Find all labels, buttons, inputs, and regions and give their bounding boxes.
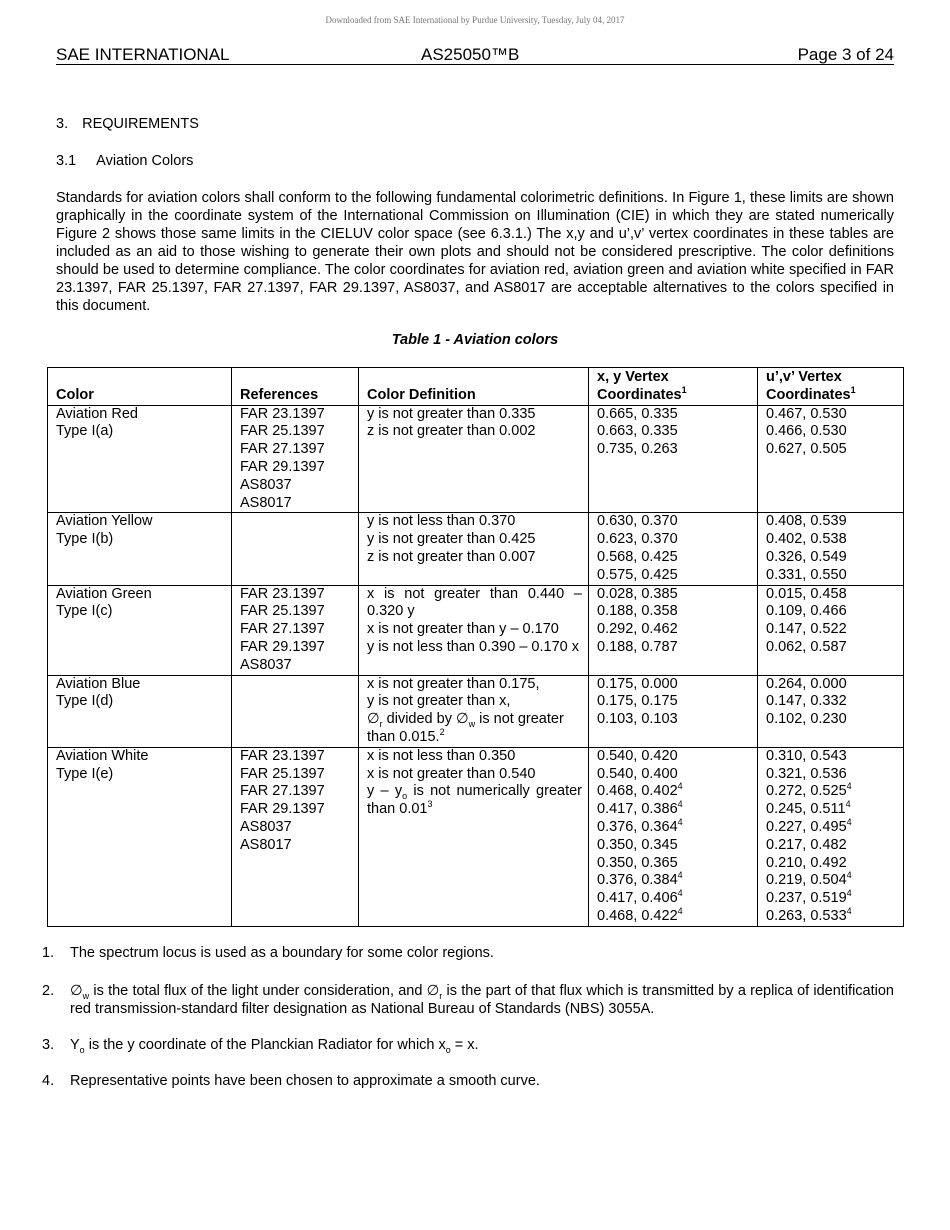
cell-definition: x is not less than 0.350 x is not greater than 0.540 y – $y_o$ is not numerically greater than 0.01$^3$ [359, 747, 589, 926]
uv-coordinate: 0.227, 0.495$^4$ [766, 817, 852, 835]
footnote-2: 2. $\emptyset_w$ is the total flux of the light under consideration, and $\emptyset_r$ is the part of that flux which is transmitted by a replica of identification red transmission-standard filter designation as National Bureau of Standards (NBS) 3055A. [42, 983, 894, 1017]
cell-color: Aviation White Type I(e) [48, 747, 232, 926]
uv-coordinate: 0.219, 0.504$^4$ [766, 870, 852, 889]
section-number: 3. [56, 116, 69, 132]
cell-definition: y is not greater than 0.335 z is not greater than 0.002 [359, 405, 589, 513]
download-watermark: Downloaded from SAE International by Purdue University, Tuesday, July 04, 2017 [325, 15, 625, 25]
xy-coordinate: 0.350, 0.365 [597, 854, 678, 871]
section-title: REQUIREMENTS [82, 116, 199, 132]
cell-definition: y is not less than 0.370 y is not greater than 0.425 z is not greater than 0.007 [359, 513, 589, 585]
xy-coordinate: 0.350, 0.345 [597, 836, 678, 853]
header-xy-line2: Coordinates$^1$ [597, 384, 687, 403]
uv-coordinate: 0.217, 0.482 [766, 836, 847, 853]
footnote-3: 3. $Y_o$ is the y coordinate of the Planckian Radiator for which $x_o = x$. [42, 1037, 479, 1055]
page-header [56, 45, 894, 65]
cell-xy: 0.630, 0.370 0.623, 0.370 0.568, 0.425 0.575, 0.425 [589, 513, 758, 585]
table-row [48, 585, 904, 675]
uv-coordinate: 0.310, 0.543 [766, 747, 847, 764]
cell-uv: 0.467, 0.530 0.466, 0.530 0.627, 0.505 [758, 405, 904, 513]
header-definition: Color Definition [359, 368, 589, 406]
cell-references [232, 513, 359, 585]
cell-references: FAR 23.1397 FAR 25.1397 FAR 27.1397 FAR 29.1397 AS8037 [232, 585, 359, 675]
xy-coordinate: 0.468, 0.402$^4$ [597, 781, 683, 800]
body-paragraph: Standards for aviation colors shall conform to the following fundamental colorimetric definitions. In Figure 1, these limits are shown graphically in the coordinate system of the International Commission on Illumination (CIE) in which they are stated numerically Figure 2 shows those same limits in the CIELUV color space (see 6.3.1.) The x,y and u’,v’ vertex coordinates in these tables are included as an aid to those wishing to generate their own plots and should not be considered prescriptive. The color definitions should be used to determine compliance. The color coordinates for aviation red, aviation green and aviation white specified in FAR 23.1397, FAR 25.1397, FAR 27.1397, FAR 29.1397, AS8037, and AS8017 are acceptable alternatives to the colors specified in this document. [56, 190, 894, 314]
uv-coordinate: 0.245, 0.511$^4$ [766, 799, 851, 818]
xy-coordinate: 0.417, 0.386$^4$ [597, 799, 683, 818]
table-row [48, 405, 904, 513]
cell-definition: x is not greater than 0.175, y is not greater than x, $\emptyset_r$ divided by $\emptyset_w$ is not greater than 0.015.$^2$ [359, 675, 589, 747]
uv-coordinate: 0.237, 0.519$^4$ [766, 888, 852, 907]
cell-color: Aviation Green Type I(c) [48, 585, 232, 675]
cell-definition: x is not greater than 0.440 – 0.320 y x is not greater than y – 0.170 y is not less than 0.390 – 0.170 x [359, 585, 589, 675]
table-row [48, 747, 904, 926]
header-org: SAE INTERNATIONAL [56, 45, 230, 64]
aviation-colors-table [47, 367, 904, 927]
header-color: Color [48, 368, 232, 406]
cell-uv: 0.015, 0.458 0.109, 0.466 0.147, 0.522 0.062, 0.587 [758, 585, 904, 675]
cell-color: Aviation Yellow Type I(b) [48, 513, 232, 585]
table-header-row [48, 368, 904, 406]
footnote-4: 4. Representative points have been chosen to approximate a smooth curve. [42, 1073, 540, 1089]
xy-coordinate: 0.376, 0.364$^4$ [597, 817, 683, 835]
cell-xy [589, 747, 758, 926]
xy-coordinate: 0.417, 0.406$^4$ [597, 888, 683, 907]
cell-xy: 0.175, 0.000 0.175, 0.175 0.103, 0.103 [589, 675, 758, 747]
subsection-number: 3.1 [56, 153, 77, 169]
header-xy [589, 368, 758, 406]
header-uv-line2: Coordinates$^1$ [766, 384, 856, 403]
cell-uv: 0.264, 0.000 0.147, 0.332 0.102, 0.230 [758, 675, 904, 747]
header-references: References [232, 368, 359, 406]
section-heading [56, 116, 199, 132]
header-xy-line1: x, y Vertex [597, 369, 669, 385]
xy-coordinate: 0.468, 0.422$^4$ [597, 906, 683, 924]
cell-uv [758, 747, 904, 926]
uv-coordinate: 0.263, 0.533$^4$ [766, 906, 852, 924]
cell-references [232, 675, 359, 747]
header-page-number: Page 3 of 24 [797, 45, 894, 64]
cell-uv: 0.408, 0.539 0.402, 0.538 0.326, 0.549 0.331, 0.550 [758, 513, 904, 585]
table-row [48, 513, 904, 585]
xy-coordinate: 0.376, 0.384$^4$ [597, 870, 683, 889]
xy-coordinate: 0.540, 0.420 [597, 747, 678, 764]
header-uv [758, 368, 904, 406]
cell-references: FAR 23.1397 FAR 25.1397 FAR 27.1397 FAR 29.1397 AS8037 AS8017 [232, 747, 359, 926]
cell-xy: 0.028, 0.385 0.188, 0.358 0.292, 0.462 0.188, 0.787 [589, 585, 758, 675]
header-uv-line1: u’,v’ Vertex [766, 369, 842, 385]
uv-coordinate: 0.210, 0.492 [766, 854, 847, 871]
cell-color: Aviation Red Type I(a) [48, 405, 232, 513]
cell-xy: 0.665, 0.335 0.663, 0.335 0.735, 0.263 [589, 405, 758, 513]
table-row [48, 675, 904, 747]
footnote-1: 1. The spectrum locus is used as a boundary for some color regions. [42, 945, 494, 961]
uv-coordinate: 0.321, 0.536 [766, 765, 847, 782]
subsection-title: Aviation Colors [96, 153, 194, 169]
cell-references: FAR 23.1397 FAR 25.1397 FAR 27.1397 FAR 29.1397 AS8037 AS8017 [232, 405, 359, 513]
cell-color: Aviation Blue Type I(d) [48, 675, 232, 747]
subsection-heading [56, 153, 193, 169]
xy-coordinate: 0.540, 0.400 [597, 765, 678, 782]
header-doc-number: AS25050™B [421, 45, 520, 64]
table-caption: Table 1 - Aviation colors [391, 332, 559, 348]
uv-coordinate: 0.272, 0.525$^4$ [766, 781, 852, 800]
